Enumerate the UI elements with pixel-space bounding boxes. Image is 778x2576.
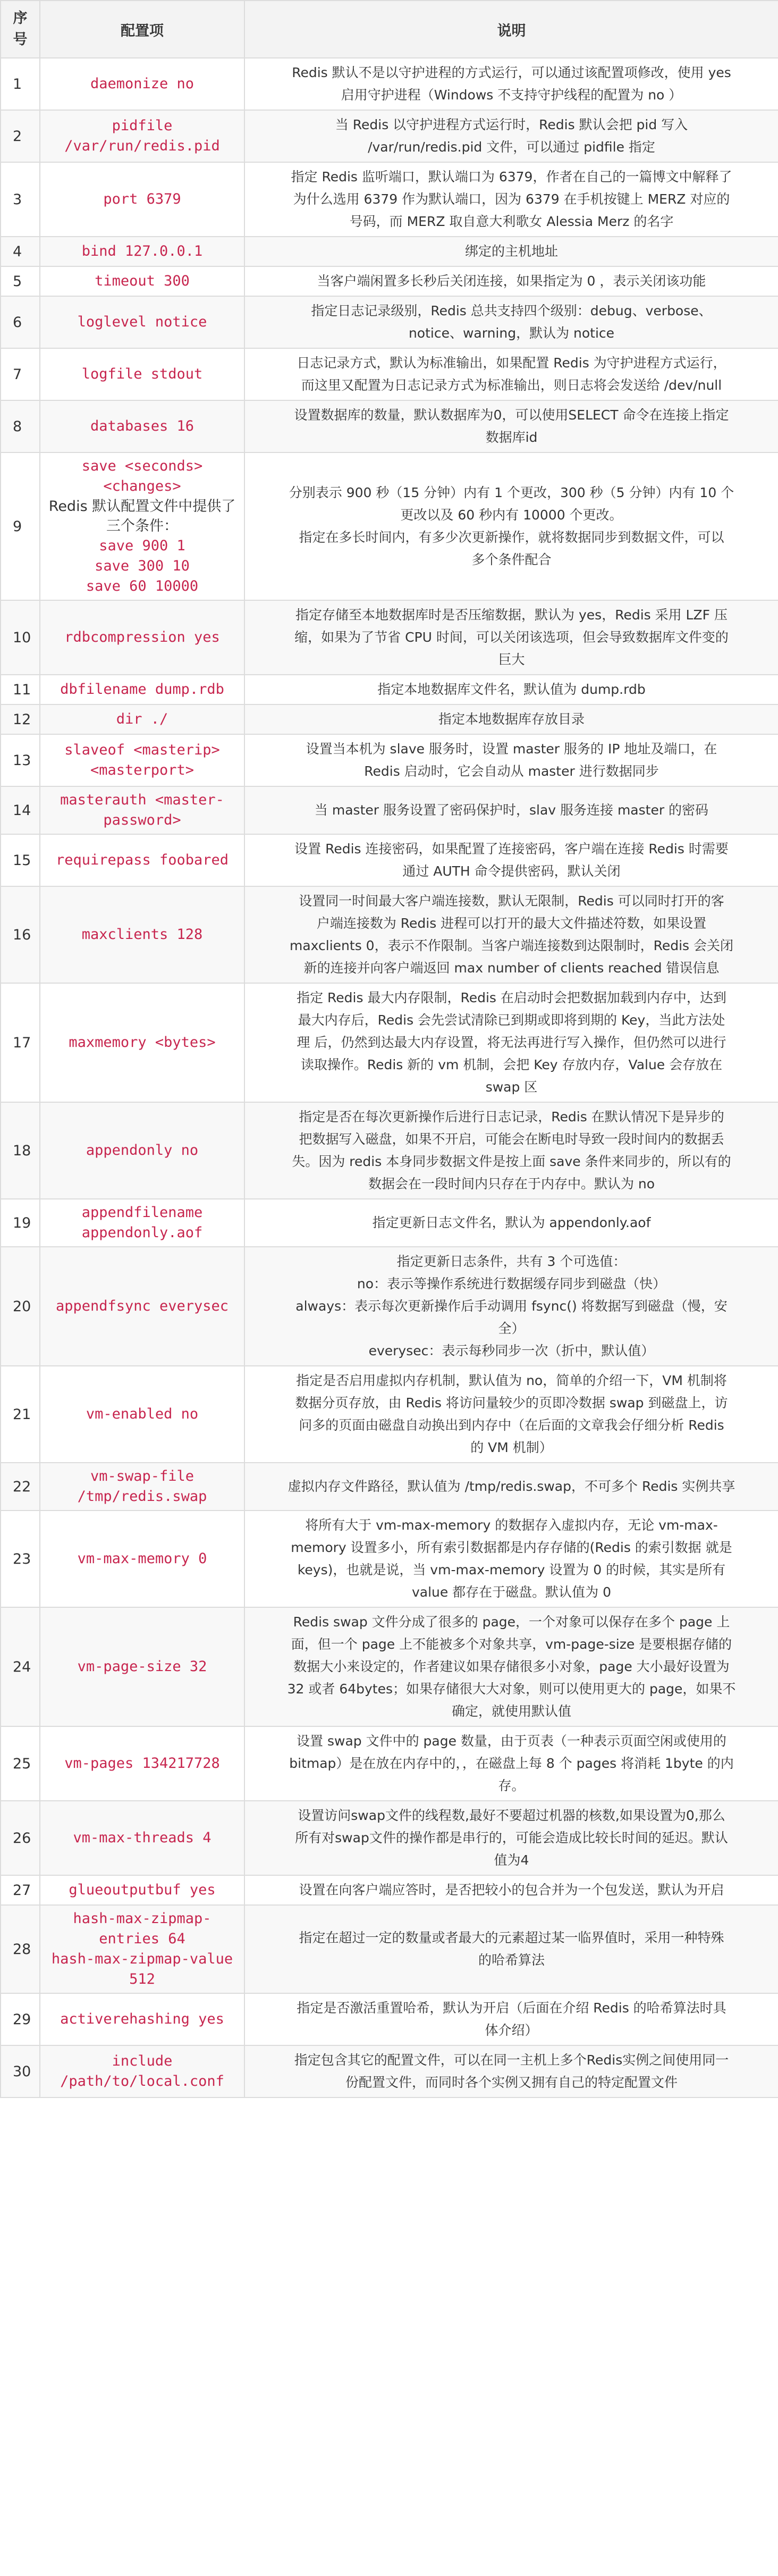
config-description [244, 1905, 778, 1993]
table-row [1, 1366, 778, 1463]
table-row [1, 675, 778, 704]
table-row [1, 400, 778, 452]
description-line: 缩，如果为了节省 CPU 时间，可以关闭该选项，但会导致数据库文件变的 [294, 630, 729, 645]
table-row [1, 704, 778, 734]
table-row [1, 452, 778, 600]
description-line: 设置当本机为 slave 服务时，设置 master 服务的 IP 地址及端口，在 [306, 741, 717, 757]
description-line: 新的连接并向客户端返回 max number of clients reached 错误信息 [303, 960, 720, 976]
config-line: appendonly no [86, 1142, 199, 1159]
table-row [1, 1247, 778, 1366]
description-line: 设置访问swap文件的线程数,最好不要超过机器的核数,如果设置为0,那么 [298, 1808, 725, 1823]
config-item [40, 983, 244, 1102]
row-number: 23 [1, 1511, 40, 1607]
table-row [1, 237, 778, 266]
config-line: databases 16 [90, 418, 194, 434]
description-line: 启用守护进程（Windows 不支持守护线程的配置为 no ） [341, 87, 682, 103]
config-item [40, 266, 244, 296]
description-line: 读取操作。Redis 新的 vm 机制，会把 Key 存放内存，Value 会存放在 [300, 1057, 723, 1072]
config-description [244, 1463, 778, 1511]
table-row [1, 786, 778, 834]
description-line: 指定在超过一定的数量或者最大的元素超过某一临界值时，采用一种特殊 [299, 1930, 724, 1945]
description-line: 设置 swap 文件中的 page 数量，由于页表（一种表示页面空闲或使用的 [297, 1733, 726, 1749]
config-line: save 900 1 [99, 538, 185, 554]
config-item [40, 1726, 244, 1801]
row-number: 14 [1, 786, 40, 834]
config-item [40, 600, 244, 675]
config-description [244, 704, 778, 734]
row-number: 22 [1, 1463, 40, 1511]
table-row [1, 1801, 778, 1875]
config-description [244, 1511, 778, 1607]
config-line: vm-enabled no [86, 1406, 199, 1422]
row-number: 28 [1, 1905, 40, 1993]
table-row [1, 266, 778, 296]
config-description [244, 734, 778, 786]
description-line: 多个条件配合 [471, 552, 552, 567]
config-description [244, 1801, 778, 1875]
row-number: 20 [1, 1247, 40, 1366]
config-line: vm-pages 134217728 [64, 1755, 220, 1772]
description-line: everysec：表示每秒同步一次（折中，默认值） [368, 1343, 655, 1358]
config-item [40, 2045, 244, 2097]
table-row [1, 834, 778, 886]
table-row [1, 2045, 778, 2097]
config-description [244, 348, 778, 400]
header-config: 配置项 [40, 1, 244, 58]
header-no-label: 序号 [13, 10, 28, 48]
description-line: 指定是否启用虚拟内存机制，默认值为 no，简单的介绍一下，VM 机制将 [296, 1373, 727, 1388]
config-line: maxmemory <bytes> [69, 1034, 216, 1051]
table-row [1, 1199, 778, 1247]
description-line: 通过 AUTH 命令提供密码，默认关闭 [402, 863, 621, 879]
config-line: <changes> [103, 478, 181, 494]
config-line: requirepass foobared [55, 852, 229, 868]
config-item [40, 1905, 244, 1993]
description-line: 数据会在一段时间内只存在于内存中。默认为 no [368, 1176, 655, 1191]
row-number: 18 [1, 1102, 40, 1199]
description-line: 号码，而 MERZ 取自意大利歌女 Alessia Merz 的名字 [349, 214, 674, 229]
description-line: 指定本地数据库存放目录 [438, 711, 585, 727]
description-line: 数据分页存放，由 Redis 将访问量较少的页即冷数据 swap 到磁盘上，访 [295, 1395, 728, 1411]
description-line: 失。因为 redis 本身同步数据文件是按上面 save 条件来同步的，所以有的 [292, 1154, 731, 1169]
row-number: 17 [1, 983, 40, 1102]
description-line: 指定是否在每次更新操作后进行日志记录，Redis 在默认情况下是异步的 [299, 1109, 724, 1125]
config-line: /tmp/redis.swap [77, 1488, 207, 1505]
config-description [244, 675, 778, 704]
config-item [40, 348, 244, 400]
description-line: 将所有大于 vm-max-memory 的数据存入虚拟内存，无论 vm-max- [305, 1517, 718, 1533]
description-line: bitmap）是在放在内存中的，，在磁盘上每 8 个 pages 将消耗 1byte 的内 [289, 1756, 734, 1771]
description-line: 全） [498, 1321, 525, 1336]
description-line: 设置在向客户端应答时，是否把较小的包合并为一个包发送，默认为开启 [299, 1882, 724, 1898]
config-line: timeout 300 [95, 273, 190, 289]
description-line: 体介绍） [485, 2023, 538, 2038]
description-line: 设置同一时间最大客户端连接数，默认无限制，Redis 可以同时打开的客 [299, 893, 724, 909]
description-line: 32 或者 64bytes；如果存储很大大对象，则可以使用更大的 page，如果不 [287, 1681, 736, 1697]
config-item [40, 704, 244, 734]
row-number: 7 [1, 348, 40, 400]
config-description [244, 983, 778, 1102]
config-line: /path/to/local.conf [60, 2073, 224, 2090]
description-line: maxclients 0，表示不作限制。当客户端连接数到达限制时，Redis 会关闭 [290, 938, 733, 953]
row-number: 10 [1, 600, 40, 675]
config-description [244, 237, 778, 266]
description-line: 日志记录方式，默认为标准输出，如果配置 Redis 为守护进程方式运行， [297, 355, 726, 371]
description-line: 指定存储至本地数据库时是否压缩数据，默认为 yes，Redis 采用 LZF 压 [295, 607, 728, 623]
table-row [1, 1511, 778, 1607]
config-line: activerehashing yes [60, 2011, 224, 2027]
config-description [244, 162, 778, 237]
header-desc: 说明 [244, 1, 778, 58]
table-row [1, 162, 778, 237]
description-line: 值为4 [494, 1852, 529, 1868]
table-row [1, 1875, 778, 1905]
description-line: keys)，也就是说，当 vm-max-memory 设置为 0 的时候，其实是所有 [297, 1562, 726, 1578]
description-line: 最大内存后，Redis 会先尝试清除已到期或即将到期的 Key，当此方法处 [298, 1012, 725, 1028]
description-line: 指定包含其它的配置文件，可以在同一主机上多个Redis实例之间使用同一 [294, 2052, 729, 2068]
config-description [244, 1199, 778, 1247]
config-item [40, 296, 244, 348]
config-line: /var/run/redis.pid [64, 138, 220, 154]
config-line: vm-max-memory 0 [77, 1550, 207, 1567]
config-description [244, 1366, 778, 1463]
config-description [244, 400, 778, 452]
config-line: daemonize no [90, 75, 194, 92]
row-number: 9 [1, 452, 40, 600]
description-line: /var/run/redis.pid 文件，可以通过 pidfile 指定 [368, 139, 655, 155]
row-number: 2 [1, 110, 40, 162]
config-item [40, 1993, 244, 2045]
row-number: 12 [1, 704, 40, 734]
row-number: 19 [1, 1199, 40, 1247]
description-line: 存。 [498, 1778, 525, 1793]
config-item [40, 452, 244, 600]
description-line: 问多的页面由磁盘自动换出到内存中（在后面的文章我会仔细分析 Redis [299, 1417, 724, 1433]
config-line: dbfilename dump.rdb [60, 681, 224, 698]
config-line: bind 127.0.0.1 [81, 243, 203, 259]
config-line: 512 [129, 1971, 155, 1987]
table-row [1, 1463, 778, 1511]
description-line: always：表示每次更新操作后手动调用 fsync() 将数据写到磁盘（慢，安 [295, 1298, 728, 1314]
table-row [1, 1993, 778, 2045]
config-line: glueoutputbuf yes [69, 1882, 216, 1898]
config-line: hash-max-zipmap- [73, 1910, 212, 1927]
config-description [244, 600, 778, 675]
config-line: logfile stdout [81, 366, 203, 382]
config-line: appendonly.aof [81, 1224, 203, 1241]
description-line: Redis 启动时，它会自动从 master 进行数据同步 [364, 763, 659, 779]
config-line: rdbcompression yes [64, 629, 220, 645]
config-line: hash-max-zipmap-value [51, 1951, 233, 1967]
description-line: notice、warning，默认为 notice [408, 325, 615, 341]
config-line: vm-max-threads 4 [73, 1830, 212, 1846]
table-row [1, 734, 778, 786]
description-line: 面，但一个 page 上不能被多个对象共享，vm-page-size 是要根据存储的 [291, 1637, 732, 1652]
config-item [40, 1102, 244, 1199]
config-description [244, 786, 778, 834]
row-number: 30 [1, 2045, 40, 2097]
config-line: save 300 10 [95, 558, 190, 574]
table-row [1, 600, 778, 675]
config-item [40, 1463, 244, 1511]
config-line: slaveof <masterip> [64, 742, 220, 758]
row-number: 5 [1, 266, 40, 296]
row-number: 16 [1, 886, 40, 983]
config-description [244, 1102, 778, 1199]
table-header-row [1, 1, 778, 58]
description-line: 的 VM 机制） [470, 1440, 553, 1455]
row-number: 26 [1, 1801, 40, 1875]
table-row [1, 110, 778, 162]
row-number: 29 [1, 1993, 40, 2045]
table-body [1, 58, 778, 2097]
table-row [1, 983, 778, 1102]
description-line: Redis 默认不是以守护进程的方式运行，可以通过该配置项修改，使用 yes [292, 65, 731, 80]
config-description [244, 58, 778, 110]
description-line: 指定更新日志条件，共有 3 个可选值： [396, 1254, 627, 1269]
description-line: 份配置文件，而同时各个实例又拥有自己的特定配置文件 [345, 2075, 678, 2090]
config-description [244, 110, 778, 162]
config-item [40, 834, 244, 886]
config-line: include [112, 2053, 173, 2069]
config-item [40, 1199, 244, 1247]
description-line: 绑定的主机地址 [464, 244, 558, 259]
table-row [1, 1102, 778, 1199]
description-line: value 都存在于磁盘。默认值为 0 [411, 1584, 612, 1600]
description-line: 当 master 服务设置了密码保护时，slav 服务连接 master 的密码 [314, 802, 709, 818]
config-item [40, 1247, 244, 1366]
description-line: 巨大 [498, 652, 525, 667]
config-item [40, 675, 244, 704]
config-line: vm-swap-file [90, 1468, 194, 1484]
config-line: loglevel notice [77, 314, 207, 330]
config-line: <masterport> [90, 762, 194, 778]
config-line: vm-page-size 32 [77, 1658, 207, 1675]
description-line: 指定在多长时间内，有多少次更新操作，就将数据同步到数据文件，可以 [299, 530, 724, 545]
description-line: 户端连接数为 Redis 进程可以打开的最大文件描述符数，如果设置 [316, 916, 707, 931]
config-item [40, 734, 244, 786]
description-line: 当 Redis 以守护进程方式运行时，Redis 默认会把 pid 写入 [335, 117, 688, 132]
row-number: 4 [1, 237, 40, 266]
table-row [1, 1905, 778, 1993]
row-number: 3 [1, 162, 40, 237]
description-line: 的哈希算法 [478, 1952, 545, 1968]
table-row [1, 58, 778, 110]
config-item [40, 58, 244, 110]
description-line: 当客户端闲置多长秒后关闭连接，如果指定为 0 ，表示关闭该功能 [317, 273, 706, 289]
config-description [244, 1607, 778, 1726]
row-number: 27 [1, 1875, 40, 1905]
config-description [244, 452, 778, 600]
config-line: appendfsync everysec [55, 1298, 229, 1314]
row-number: 25 [1, 1726, 40, 1801]
description-line: 指定 Redis 监听端口，默认端口为 6379，作者在自己的一篇博文中解释了 [291, 169, 732, 184]
row-number: 1 [1, 58, 40, 110]
config-line: maxclients 128 [81, 926, 203, 943]
config-line: entries 64 [99, 1931, 185, 1947]
config-line: password> [103, 812, 181, 828]
config-line: Redis 默认配置文件中提供了 [48, 498, 236, 515]
row-number: 11 [1, 675, 40, 704]
description-line: 分别表示 900 秒（15 分钟）内有 1 个更改，300 秒（5 分钟）内有 10 个 [289, 485, 734, 500]
config-line: port 6379 [103, 191, 181, 207]
table-row [1, 886, 778, 983]
description-line: 理 后，仍然到达最大内存设置，将无法再进行写入操作，但仍然可以进行 [297, 1035, 726, 1050]
description-line: Redis swap 文件分成了很多的 page，一个对象可以保存在多个 page 上 [293, 1614, 730, 1630]
description-line: 设置数据库的数量，默认数据库为0，可以使用SELECT 命令在连接上指定 [294, 407, 729, 423]
config-line: save 60 10000 [86, 578, 199, 594]
description-line: 设置 Redis 连接密码，如果配置了连接密码，客户端在连接 Redis 时需要 [294, 841, 729, 857]
config-item [40, 1875, 244, 1905]
description-line: 指定更新日志文件名，默认为 appendonly.aof [372, 1215, 651, 1230]
description-line: swap 区 [485, 1079, 538, 1095]
description-line: 虚拟内存文件路径，默认值为 /tmp/redis.swap，不可多个 Redis 实例共享 [287, 1479, 735, 1494]
config-item [40, 162, 244, 237]
table-row [1, 1726, 778, 1801]
config-line: save <seconds> [81, 458, 203, 474]
description-line: 指定是否激活重置哈希，默认为开启（后面在介绍 Redis 的哈希算法时具 [297, 2000, 726, 2016]
config-item [40, 1607, 244, 1726]
config-item [40, 400, 244, 452]
description-line: 更改以及 60 秒内有 10000 个更改。 [400, 507, 623, 523]
config-item [40, 886, 244, 983]
description-line: 指定本地数据库文件名，默认值为 dump.rdb [377, 682, 646, 697]
config-item [40, 1511, 244, 1607]
description-line: 指定 Redis 最大内存限制，Redis 在启动时会把数据加载到内存中，达到 [297, 990, 726, 1005]
description-line: 数据大小来设定的，作者建议如果存储很多小对象，page 大小最好设置为 [293, 1659, 730, 1674]
config-description [244, 1726, 778, 1801]
description-line: 为什么选用 6379 作为默认端口，因为 6379 在手机按键上 MERZ 对应的 [293, 191, 730, 207]
row-number: 13 [1, 734, 40, 786]
config-item [40, 237, 244, 266]
config-item [40, 786, 244, 834]
description-line: 把数据写入磁盘，如果不开启，可能会在断电时导致一段时间内的数据丢 [299, 1131, 724, 1147]
description-line: memory 设置多小，所有索引数据都是内存存储的(Redis 的索引数据 就是 [291, 1540, 732, 1555]
row-number: 15 [1, 834, 40, 886]
config-item [40, 1366, 244, 1463]
config-line: dir ./ [116, 711, 168, 727]
description-line: 确定，就使用默认值 [451, 1704, 571, 1719]
config-item [40, 1801, 244, 1875]
row-number: 21 [1, 1366, 40, 1463]
row-number: 6 [1, 296, 40, 348]
config-description [244, 834, 778, 886]
description-line: 指定日志记录级别，Redis 总共支持四个级别：debug、verbose、 [311, 303, 712, 318]
config-description [244, 266, 778, 296]
config-line: 三个条件： [106, 518, 178, 534]
config-description [244, 1247, 778, 1366]
config-description [244, 1993, 778, 2045]
config-line: masterauth <master- [60, 792, 224, 808]
config-line: pidfile [112, 118, 173, 134]
description-line: no：表示等操作系统进行数据缓存同步到磁盘（快） [357, 1276, 666, 1291]
config-line: appendfilename [81, 1204, 203, 1221]
row-number: 8 [1, 400, 40, 452]
table-row [1, 1607, 778, 1726]
table-row [1, 348, 778, 400]
description-line: 数据库id [485, 430, 538, 445]
config-description [244, 1875, 778, 1905]
config-description [244, 886, 778, 983]
config-description [244, 2045, 778, 2097]
description-line: 而这里又配置为日志记录方式为标准输出，则日志将会发送给 /dev/null [301, 377, 722, 393]
config-item [40, 110, 244, 162]
config-description [244, 296, 778, 348]
table-row [1, 296, 778, 348]
header-no [1, 1, 40, 58]
row-number: 24 [1, 1607, 40, 1726]
description-line: 所有对swap文件的操作都是串行的，可能会造成比较长时间的延迟。默认 [295, 1830, 728, 1845]
